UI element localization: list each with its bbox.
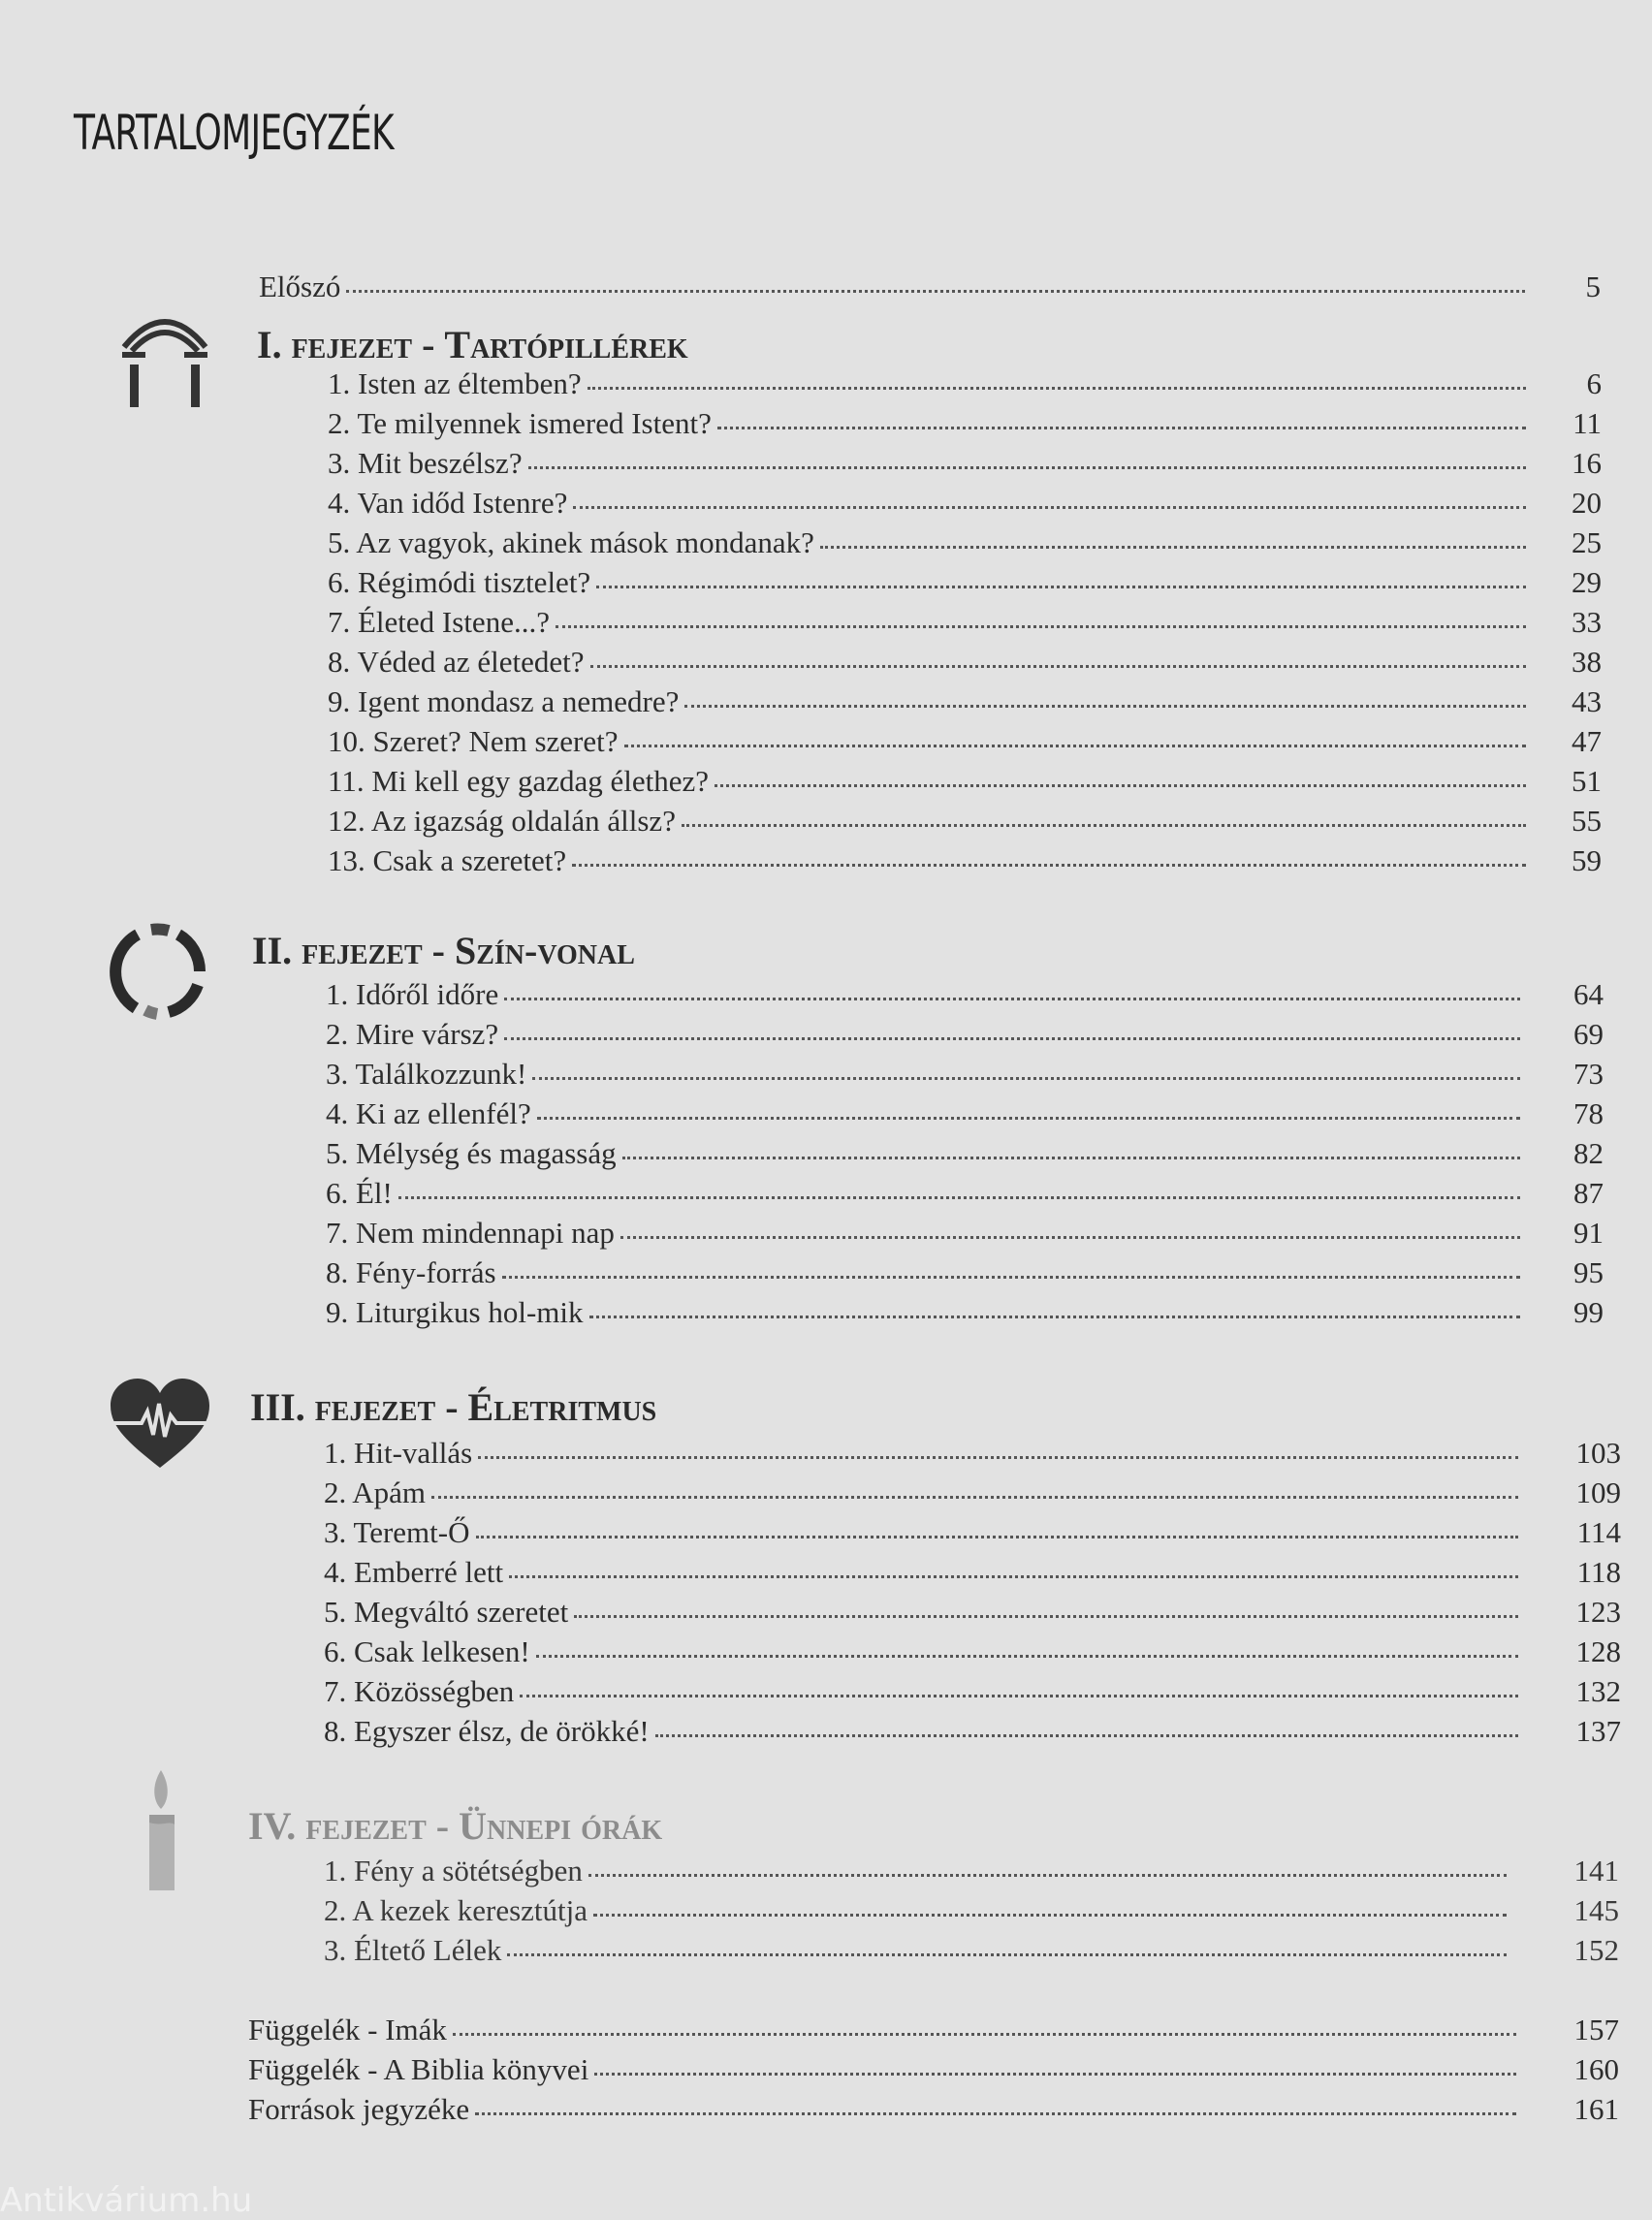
toc-entry[interactable]: 6. Él! 87 — [326, 1176, 1604, 1210]
toc-entry[interactable]: 4. Ki az ellenfél? 78 — [326, 1096, 1604, 1130]
toc-entry-appendix[interactable]: Források jegyzéke 161 — [248, 2092, 1619, 2126]
circle-segments-icon — [109, 921, 209, 1022]
toc-entry[interactable]: 2. Mire vársz? 69 — [326, 1017, 1604, 1051]
chapter-heading-1[interactable]: I. fejezet - Tartópillérek — [257, 323, 688, 366]
toc-entry[interactable]: 1. Isten az éltemben? 6 — [328, 366, 1602, 400]
toc-entry[interactable]: 9. Liturgikus hol-mik 99 — [326, 1295, 1604, 1329]
toc-entry[interactable]: 11. Mi kell egy gazdag élethez? 51 — [328, 764, 1602, 798]
toc-entry-preface[interactable] — [259, 270, 1601, 304]
toc-entry[interactable]: 9. Igent mondasz a nemedre? 43 — [328, 684, 1602, 718]
toc-entry[interactable]: 10. Szeret? Nem szeret? 47 — [328, 724, 1602, 758]
heart-heartbeat-icon — [109, 1377, 211, 1470]
toc-entry[interactable]: 12. Az igazság oldalán állsz? 55 — [328, 804, 1602, 838]
toc-entry[interactable]: 2. Te milyennek ismered Istent? 11 — [328, 406, 1602, 440]
arch-pillars-icon — [116, 308, 213, 413]
toc-entry[interactable]: 5. Megváltó szeretet 123 — [324, 1595, 1621, 1629]
toc-entry[interactable]: 4. Van időd Istenre? 20 — [328, 486, 1602, 520]
toc-entry[interactable]: 13. Csak a szeretet? 59 — [328, 843, 1602, 877]
toc-entry[interactable]: 8. Véded az életedet? 38 — [328, 645, 1602, 679]
toc-entry[interactable]: 6. Régimódi tisztelet? 29 — [328, 565, 1602, 599]
toc-entry-appendix[interactable]: Függelék - Imák 157 — [248, 2013, 1619, 2046]
chapter-heading-4[interactable]: IV. fejezet - Ünnepi órák — [248, 1804, 663, 1848]
toc-entry[interactable]: 7. Életed Istene...? 33 — [328, 605, 1602, 639]
toc-entry[interactable]: 6. Csak lelkesen! 128 — [324, 1634, 1621, 1668]
toc-entry[interactable]: 7. Nem mindennapi nap 91 — [326, 1216, 1604, 1250]
toc-entry[interactable]: 3. Találkozzunk! 73 — [326, 1057, 1604, 1091]
toc-entry[interactable]: 1. Időről időre 64 — [326, 977, 1604, 1011]
toc-entry[interactable]: 3. Teremt-Ő 114 — [324, 1515, 1621, 1549]
toc-entry-label: Előszó — [259, 270, 341, 303]
toc-entry[interactable]: 8. Egyszer élsz, de örökké! 137 — [324, 1714, 1621, 1748]
toc-entry[interactable]: 3. Mit beszélsz? 16 — [328, 446, 1602, 480]
toc-entry-appendix[interactable]: Függelék - A Biblia könyvei 160 — [248, 2052, 1619, 2086]
toc-entry[interactable]: 2. A kezek keresztútja 145 — [324, 1893, 1619, 1927]
candle-icon — [142, 1766, 180, 1892]
toc-entry-page: 5 — [1585, 270, 1601, 303]
chapter-heading-3[interactable]: III. fejezet - Életritmus — [250, 1385, 657, 1429]
toc-entry[interactable]: 1. Fény a sötétségben 141 — [324, 1854, 1619, 1887]
toc-entry[interactable]: 3. Éltető Lélek 152 — [324, 1933, 1619, 1967]
toc-entry[interactable]: 4. Emberré lett 118 — [324, 1555, 1621, 1589]
page-title: TARTALOMJEGYZÉK — [74, 105, 394, 161]
toc-entry[interactable]: 7. Közösségben 132 — [324, 1674, 1621, 1708]
toc-entry[interactable]: 5. Mélység és magasság 82 — [326, 1136, 1604, 1170]
watermark: Antikvárium.hu — [0, 2181, 253, 2220]
toc-entry[interactable]: 8. Fény-forrás 95 — [326, 1255, 1604, 1289]
leader-dots — [346, 290, 1525, 293]
toc-entry[interactable]: 1. Hit-vallás 103 — [324, 1436, 1621, 1470]
toc-entry[interactable]: 2. Apám 109 — [324, 1475, 1621, 1509]
chapter-heading-2[interactable]: II. fejezet - Szín-vonal — [252, 929, 635, 972]
toc-entry[interactable]: 5. Az vagyok, akinek mások mondanak? 25 — [328, 525, 1602, 559]
